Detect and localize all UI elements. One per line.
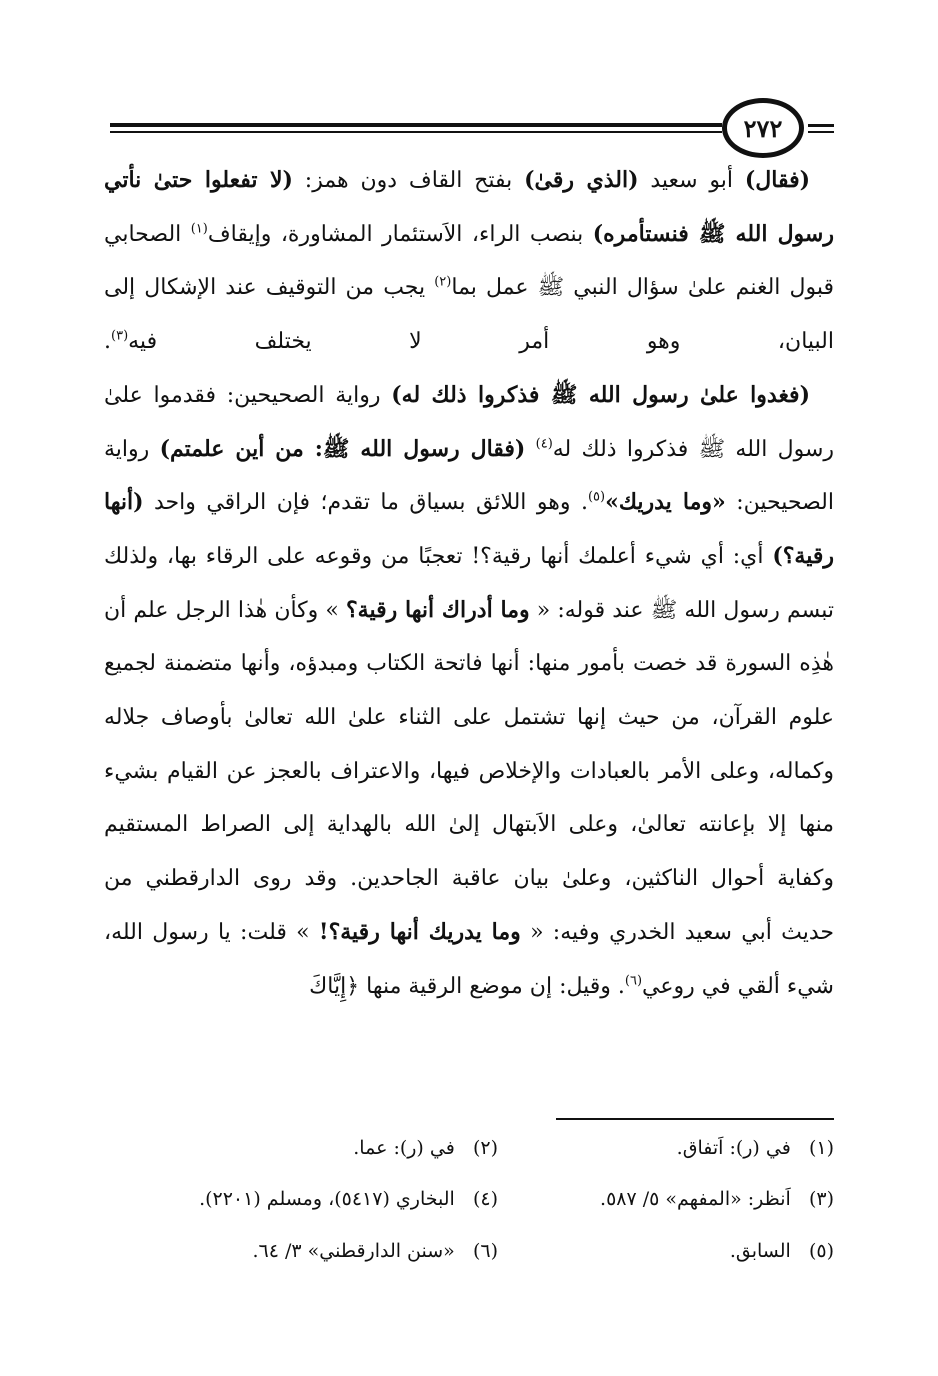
- bold-quote: «وما يدريك»: [605, 489, 726, 516]
- text-run: .: [104, 329, 111, 355]
- footnote-4: [199, 1188, 498, 1210]
- page-number: ٢٧٢: [722, 98, 804, 158]
- footnote-2: [353, 1137, 498, 1159]
- footnote-ref: (١): [190, 221, 208, 237]
- text-run: . وهو اللائق بسياق ما تقدم؛ فإن الراقي واحد: [143, 490, 588, 516]
- paragraph-1: [104, 154, 834, 369]
- footnote-number: (١): [808, 1137, 834, 1159]
- bold-quote: (فقال رسول الله ﷺ: من أين علمتم): [159, 435, 526, 462]
- main-text: [104, 154, 834, 1013]
- footnote-text: في (ر): اَتفاق.: [676, 1137, 791, 1159]
- footnote-5: [730, 1240, 834, 1262]
- text-run: » وكأن هٰذا الرجل علم أن هٰذِه السورة قد خصت بأمور منها: أنها فاتحة الكتاب ومبدؤه، وأنها متضمنة لجميع علوم القرآن، من حيث إنها تشتمل على الثناء علىٰ الله تعالىٰ بأوصاف جلاله وكماله، وعلى الأمر بالعبادات والإخلاص فيها، والاعتراف بالعجز عن القيام بشيء منها إلا بإعانته تعالىٰ، وعلى الاَبتهال إلىٰ الله بالهداية إلى الصراط المستقيم وكفاية أحوال الناكثين، وعلىٰ بيان عاقبة الجاحدين. وقد روى الدارقطني من حديث أبي سعيد الخدري وفيه: «: [104, 597, 834, 945]
- header-rule-right-thin: [808, 131, 834, 133]
- bold-quote: (أنها رقية؟): [104, 489, 834, 569]
- footnote-1: [677, 1137, 834, 1159]
- footnote-text: في (ر): عما.: [353, 1137, 455, 1159]
- footnote-rule: [556, 1118, 834, 1120]
- footnote-text: السابق.: [729, 1240, 791, 1262]
- bold-quote: (الذي رقىٰ): [524, 167, 639, 193]
- footnote-number: (٣): [808, 1188, 834, 1210]
- text-run: الصحابي قبول الغنم علىٰ سؤال النبي ﷺ عمل بما: [104, 221, 834, 301]
- footnote-6: [252, 1240, 498, 1262]
- text-run: . وقيل: إن موضع الرقية منها ﴿إِيَّاكَ: [309, 973, 625, 999]
- text-run: بفتح القاف دون همز:: [292, 168, 525, 193]
- bold-quote: وما أدراك أنها رقية؟: [346, 596, 530, 623]
- footnote-text: اَنظر: «المفهم» ٥/ ٥٨٧.: [600, 1188, 791, 1210]
- bold-quote: وما يدريك أنها رقية؟!: [318, 918, 521, 945]
- footnote-ref: (٦): [624, 973, 643, 989]
- footnote-ref: (٣): [111, 328, 129, 344]
- footnote-number: (٦): [472, 1240, 498, 1262]
- footnote-text: البخاري (٥٤١٧)، ومسلم (٢٢٠١).: [199, 1188, 455, 1210]
- text-run: أبو سعيد: [638, 168, 745, 193]
- header-rule-thin: [110, 131, 722, 133]
- text-run: رواية الصحيحين: فقدموا علىٰ رسول الله ﷺ فذكروا ذلك له: [104, 382, 835, 462]
- footnote-ref: (٢): [434, 275, 452, 291]
- text-run: رواية الصحيحين:: [104, 436, 834, 516]
- footnote-ref: (٥): [587, 489, 606, 505]
- footnote-ref: (٤): [535, 436, 553, 452]
- header-rule-right: [808, 124, 834, 127]
- footnote-number: (٥): [808, 1240, 834, 1262]
- text-run: يجب من التوقيف عند الإشكال إلى البيان، وهو أمر لا يختلف فيه: [104, 275, 834, 355]
- text-run: [525, 437, 535, 462]
- bold-quote: (لا تفعلوا حتىٰ نأتي رسول الله ﷺ فنستأمره): [104, 167, 834, 247]
- text-run: » قلت: يا رسول الله، شيء ألقي في روعي: [104, 919, 834, 999]
- bold-quote: (فقال): [744, 167, 811, 193]
- paragraph-2: [104, 369, 834, 1013]
- footnote-number: (٢): [472, 1137, 498, 1159]
- footnote-text: «سنن الدارقطني» ٣/ ٦٤.: [252, 1240, 455, 1262]
- bold-quote: (فغدوا علىٰ رسول الله ﷺ فذكروا ذلك له): [391, 381, 810, 408]
- footnote-3: [600, 1188, 834, 1210]
- text-run: أي: أي شيء أعلمك أنها رقية؟! تعجبًا من وقوعه على الرقاء بها، ولذلك تبسم رسول الله ﷺ عند قوله: «: [104, 543, 834, 623]
- header-rule: [110, 123, 722, 127]
- footnote-number: (٤): [472, 1188, 498, 1210]
- text-run: بنصب الراء، الاَستئمار المشاورة، وإيقاف: [207, 221, 593, 247]
